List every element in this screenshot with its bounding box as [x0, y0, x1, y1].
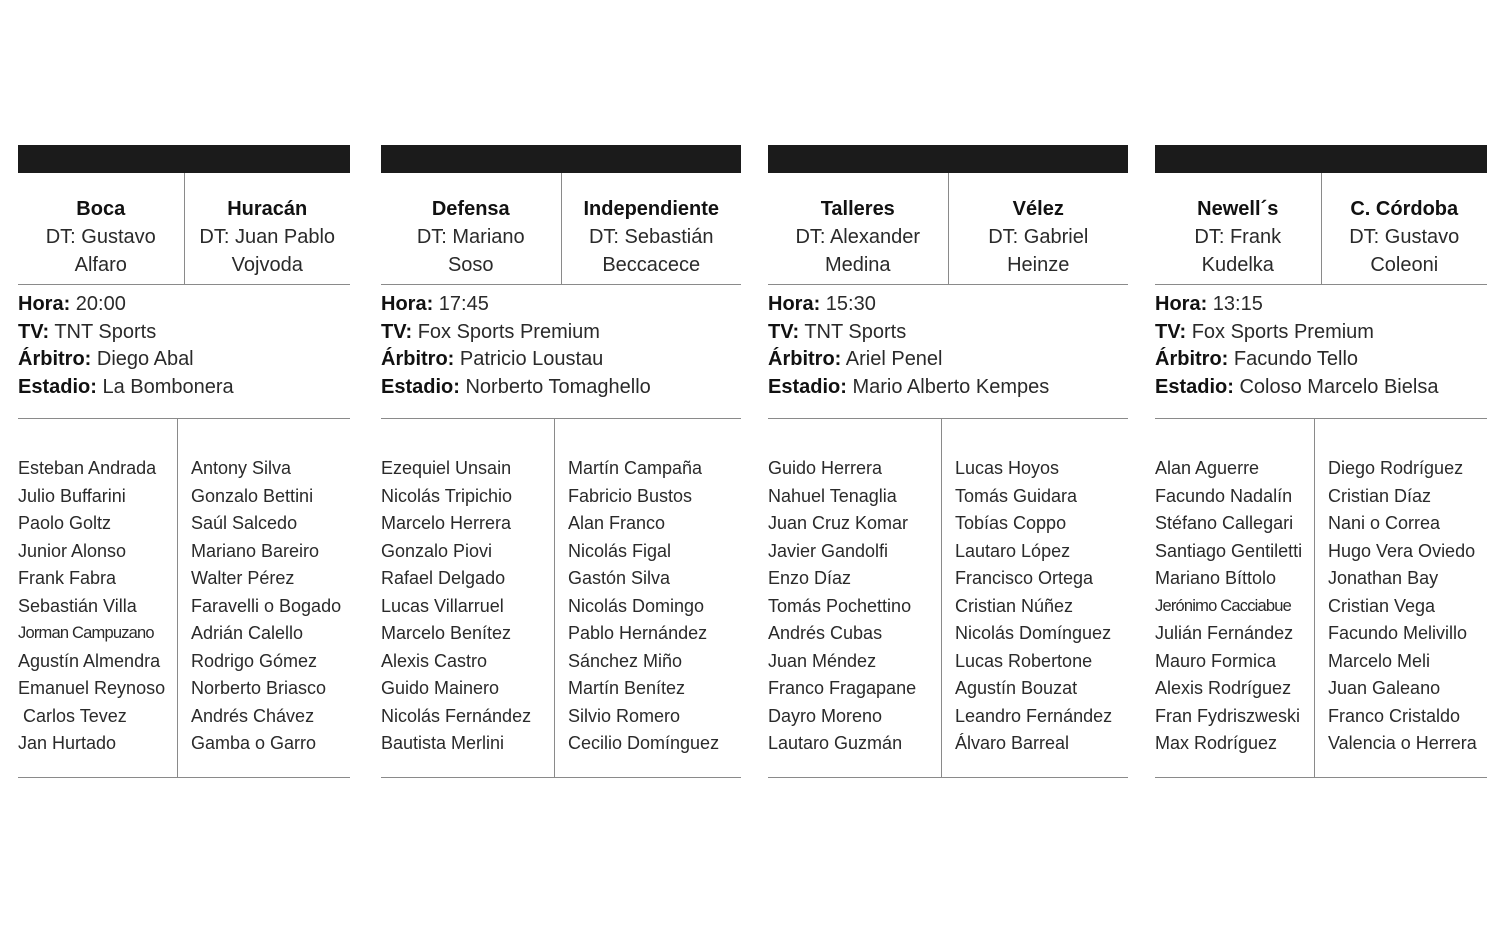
- player-name: Sebastián Villa: [18, 595, 137, 616]
- player-name: Hugo Vera Oviedo: [1328, 540, 1476, 561]
- estadio-value: Coloso Marcelo Bielsa: [1239, 375, 1439, 398]
- match-card: [381, 145, 741, 778]
- player-name: Francisco Ortega: [955, 568, 1094, 588]
- estadio-label: Estadio:: [381, 375, 460, 398]
- lineups: [1155, 419, 1487, 778]
- coach-line-1: DT: Gustavo: [45, 226, 156, 248]
- tv-value: TNT Sports: [804, 320, 907, 343]
- teams-row: [18, 173, 350, 285]
- arbitro-label: Árbitro:: [768, 348, 842, 370]
- coach-line-1: DT: Frank: [1194, 226, 1282, 248]
- coach-line-1: DT: Gabriel: [988, 226, 1089, 248]
- player-name: Gastón Silva: [568, 568, 671, 588]
- player-name: Esteban Andrada: [18, 458, 157, 478]
- player-name: Martín Campaña: [568, 458, 703, 478]
- player-name: Alan Franco: [568, 513, 666, 533]
- match-info: [381, 285, 741, 419]
- player-name: Nani o Correa: [1328, 513, 1441, 533]
- coach-line-1: DT: Alexander: [795, 226, 920, 248]
- coach-line-1: DT: Gustavo: [1349, 226, 1460, 248]
- home-players-list: [381, 419, 554, 777]
- player-name: Mariano Bíttolo: [1155, 568, 1277, 588]
- player-name: Bautista Merlini: [381, 733, 505, 753]
- info-tv: [381, 319, 741, 347]
- info-hora: [18, 291, 350, 319]
- player-name: Antony Silva: [191, 458, 292, 478]
- tv-label: TV:: [18, 320, 50, 343]
- player-name: Alexis Rodríguez: [1155, 678, 1292, 698]
- player-name: Andrés Cubas: [768, 623, 883, 643]
- team-name: Huracán: [227, 198, 308, 220]
- coach-line-2: Alfaro: [74, 254, 127, 276]
- header-bar: [768, 145, 1128, 173]
- player-name: Nahuel Tenaglia: [768, 485, 897, 506]
- coach-line-2: Vojvoda: [231, 254, 303, 276]
- info-arbitro: [1155, 346, 1487, 374]
- player-name: Javier Gandolfi: [768, 540, 889, 561]
- coach-line-2: Kudelka: [1201, 254, 1274, 276]
- hora-value: 13:15: [1212, 293, 1263, 315]
- info-tv: [768, 319, 1128, 347]
- coach-line-2: Soso: [447, 254, 494, 276]
- teams-row: [1155, 173, 1487, 285]
- player-name: Dayro Moreno: [768, 705, 883, 726]
- team-name: Talleres: [820, 198, 895, 220]
- player-name: Tomás Pochettino: [768, 595, 912, 616]
- estadio-label: Estadio:: [768, 375, 847, 398]
- lineups: [18, 419, 350, 778]
- player-name: Jonathan Bay: [1328, 568, 1439, 588]
- team-name: Vélez: [1012, 198, 1064, 220]
- away-players-list: [941, 419, 1128, 777]
- arbitro-label: Árbitro:: [381, 348, 455, 370]
- team-name: Newell´s: [1197, 198, 1279, 220]
- info-hora: [381, 291, 741, 319]
- hora-label: Hora:: [768, 293, 821, 315]
- player-name: Nicolás Figal: [568, 540, 672, 561]
- player-name: Nicolás Fernández: [381, 705, 532, 726]
- coach-line-2: Medina: [824, 254, 891, 276]
- lineups: [381, 419, 741, 778]
- match-info: [1155, 285, 1487, 419]
- coach-line-2: Beccacece: [602, 254, 701, 276]
- coach-line-1: DT: Juan Pablo: [199, 226, 336, 248]
- player-name: Cristian Núñez: [955, 595, 1074, 616]
- info-hora: [1155, 291, 1487, 319]
- player-name: Jerónimo Cacciabue: [1155, 596, 1292, 615]
- player-name: Tobías Coppo: [955, 513, 1067, 533]
- team-away: [561, 173, 742, 284]
- player-name: Adrián Calello: [191, 623, 304, 643]
- arbitro-value: Facundo Tello: [1233, 348, 1359, 370]
- player-name: Alan Aguerre: [1155, 458, 1260, 478]
- player-name: Fabricio Bustos: [568, 485, 693, 506]
- home-players-list: [1155, 419, 1314, 777]
- team-home: [1155, 173, 1321, 284]
- hora-value: 17:45: [438, 293, 489, 315]
- player-name: Martín Benítez: [568, 678, 686, 698]
- lineups: [768, 419, 1128, 778]
- tv-value: TNT Sports: [54, 320, 157, 343]
- player-name: Nicolás Tripichio: [381, 485, 513, 506]
- tv-label: TV:: [381, 320, 413, 343]
- match-card: [768, 145, 1128, 778]
- player-name: Cecilio Domínguez: [568, 733, 720, 753]
- player-name: Gonzalo Piovi: [381, 540, 493, 561]
- player-name: Rafael Delgado: [381, 568, 506, 588]
- team-name: Defensa: [431, 198, 510, 220]
- player-name: Norberto Briasco: [191, 678, 327, 698]
- player-name: Julio Buffarini: [18, 485, 126, 506]
- team-name: Independiente: [583, 198, 720, 220]
- player-name: Walter Pérez: [191, 568, 295, 588]
- player-name: Mariano Bareiro: [191, 540, 320, 561]
- match-card: [1155, 145, 1487, 778]
- player-name: Pablo Hernández: [568, 623, 708, 643]
- arbitro-value: Diego Abal: [96, 348, 194, 370]
- player-name: Facundo Melivillo: [1328, 623, 1468, 643]
- player-name: Fran Fydriszweski: [1155, 705, 1301, 726]
- player-name: Leandro Fernández: [955, 705, 1113, 726]
- match-info: [768, 285, 1128, 419]
- arbitro-value: Patricio Loustau: [459, 348, 604, 370]
- coach-line-1: DT: Mariano: [416, 226, 525, 248]
- player-name: Juan Galeano: [1328, 678, 1441, 698]
- player-name: Marcelo Meli: [1328, 650, 1431, 671]
- header-bar: [381, 145, 741, 173]
- tv-value: Fox Sports Premium: [417, 320, 600, 343]
- player-name: Mauro Formica: [1155, 650, 1277, 671]
- info-arbitro: [381, 346, 741, 374]
- info-tv: [18, 319, 350, 347]
- player-name: Franco Cristaldo: [1328, 705, 1461, 726]
- player-name: Guido Herrera: [768, 458, 883, 478]
- player-name: Tomás Guidara: [955, 485, 1078, 506]
- away-players-list: [554, 419, 741, 777]
- player-name: Paolo Goltz: [18, 513, 112, 533]
- player-name: Agustín Almendra: [18, 650, 161, 671]
- player-name: Gamba o Garro: [191, 733, 317, 753]
- team-home: [381, 173, 561, 284]
- team-away: [184, 173, 351, 284]
- player-name: Juan Cruz Komar: [768, 513, 909, 533]
- player-name: Lautaro Guzmán: [768, 733, 903, 753]
- player-name: Nicolás Domínguez: [955, 623, 1112, 643]
- estadio-label: Estadio:: [1155, 375, 1234, 398]
- info-estadio: [768, 374, 1128, 402]
- player-name: Álvaro Barreal: [955, 733, 1070, 753]
- player-name: Andrés Chávez: [191, 705, 315, 726]
- player-name: Agustín Bouzat: [955, 678, 1078, 698]
- player-name: Nicolás Domingo: [568, 595, 705, 616]
- tv-label: TV:: [1155, 320, 1187, 343]
- info-hora: [768, 291, 1128, 319]
- estadio-value: La Bombonera: [102, 375, 234, 398]
- player-name: Facundo Nadalín: [1155, 485, 1293, 506]
- match-card: [18, 145, 350, 778]
- home-players-list: [18, 419, 177, 777]
- team-away: [948, 173, 1129, 284]
- team-home: [768, 173, 948, 284]
- player-name: Rodrigo Gómez: [191, 650, 318, 671]
- player-name: Enzo Díaz: [768, 568, 852, 588]
- hora-value: 15:30: [825, 293, 876, 315]
- team-away: [1321, 173, 1488, 284]
- player-name: Max Rodríguez: [1155, 733, 1278, 753]
- hora-value: 20:00: [75, 293, 126, 315]
- player-name: Saúl Salcedo: [191, 513, 298, 533]
- info-estadio: [381, 374, 741, 402]
- coach-line-2: Coleoni: [1370, 254, 1439, 276]
- info-estadio: [18, 374, 350, 402]
- header-bar: [1155, 145, 1487, 173]
- player-name: Junior Alonso: [18, 540, 127, 561]
- player-name: Emanuel Reynoso: [18, 678, 166, 698]
- hora-label: Hora:: [1155, 293, 1208, 315]
- info-arbitro: [18, 346, 350, 374]
- player-name: Sánchez Miño: [568, 650, 683, 671]
- player-name: Marcelo Herrera: [381, 513, 512, 533]
- player-name: Gonzalo Bettini: [191, 485, 314, 506]
- arbitro-label: Árbitro:: [1155, 348, 1229, 370]
- estadio-label: Estadio:: [18, 375, 97, 398]
- teams-row: [381, 173, 741, 285]
- player-name: Diego Rodríguez: [1328, 458, 1464, 478]
- arbitro-value: Ariel Penel: [845, 348, 943, 370]
- match-info: [18, 285, 350, 419]
- player-name: Frank Fabra: [18, 568, 117, 588]
- player-name: Franco Fragapane: [768, 678, 917, 698]
- team-home: [18, 173, 184, 284]
- hora-label: Hora:: [381, 293, 434, 315]
- team-name: Boca: [76, 198, 126, 220]
- tv-value: Fox Sports Premium: [1191, 320, 1374, 343]
- info-arbitro: [768, 346, 1128, 374]
- estadio-value: Mario Alberto Kempes: [852, 375, 1050, 398]
- arbitro-label: Árbitro:: [18, 348, 92, 370]
- coach-line-1: DT: Sebastián: [588, 226, 714, 248]
- player-name: Cristian Díaz: [1328, 485, 1432, 506]
- info-estadio: [1155, 374, 1487, 402]
- player-name: Alexis Castro: [381, 650, 488, 671]
- coach-line-2: Heinze: [1007, 254, 1070, 276]
- player-name: Jan Hurtado: [18, 733, 117, 753]
- player-name: Lucas Villarruel: [381, 595, 504, 616]
- away-players-list: [177, 419, 350, 777]
- team-name: C. Córdoba: [1350, 198, 1459, 220]
- away-players-list: [1314, 419, 1487, 777]
- player-name: Lucas Hoyos: [955, 458, 1060, 478]
- player-name: Cristian Vega: [1328, 595, 1436, 616]
- player-name: Guido Mainero: [381, 678, 500, 698]
- info-tv: [1155, 319, 1487, 347]
- player-name: Silvio Romero: [568, 705, 681, 726]
- player-name: Carlos Tevez: [18, 705, 127, 726]
- player-name: Lucas Robertone: [955, 650, 1093, 671]
- player-name: Stéfano Callegari: [1155, 513, 1294, 533]
- header-bar: [18, 145, 350, 173]
- estadio-value: Norberto Tomaghello: [465, 375, 651, 398]
- hora-label: Hora:: [18, 293, 71, 315]
- player-name: Faravelli o Bogado: [191, 595, 342, 616]
- player-name: Julián Fernández: [1155, 623, 1294, 643]
- player-name: Santiago Gentiletti: [1155, 540, 1303, 561]
- teams-row: [768, 173, 1128, 285]
- player-name: Jorman Campuzano: [18, 624, 154, 642]
- player-name: Juan Méndez: [768, 650, 877, 671]
- player-name: Valencia o Herrera: [1328, 733, 1477, 753]
- tv-label: TV:: [768, 320, 800, 343]
- player-name: Marcelo Benítez: [381, 623, 512, 643]
- home-players-list: [768, 419, 941, 777]
- player-name: Lautaro López: [955, 540, 1071, 561]
- player-name: Ezequiel Unsain: [381, 458, 512, 478]
